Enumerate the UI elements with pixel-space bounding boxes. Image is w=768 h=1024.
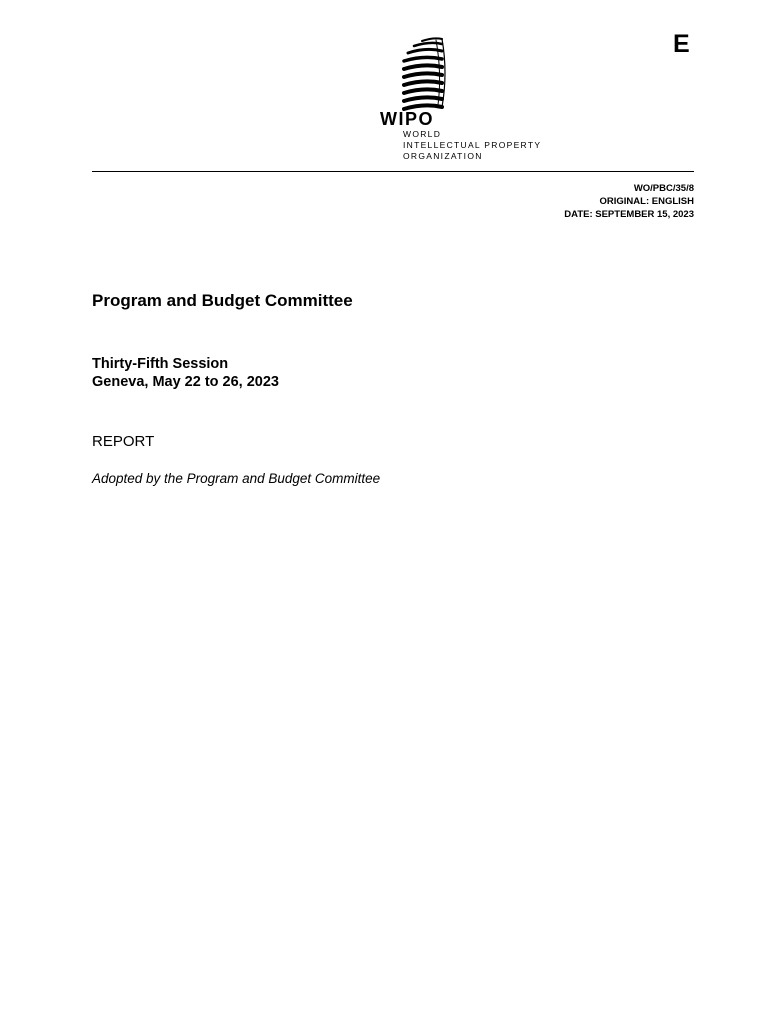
header-divider: [92, 171, 694, 172]
organization-name-line: ORGANIZATION: [403, 151, 483, 161]
wipo-logo: [380, 37, 580, 163]
organization-acronym: WIPO: [380, 109, 434, 129]
session-name: Thirty-Fifth Session: [92, 356, 229, 372]
organization-name: [403, 129, 541, 162]
wipo-logo-icon: [400, 37, 448, 111]
adoption-note: Adopted by the Program and Budget Committee: [92, 471, 381, 486]
organization-name-line: INTELLECTUAL PROPERTY: [403, 140, 542, 150]
session-venue-dates: Geneva, May 22 to 26, 2023: [92, 374, 279, 390]
organization-name-line: WORLD: [403, 129, 442, 139]
document-title: REPORT: [92, 433, 155, 450]
document-metadata: [564, 182, 694, 221]
language-code: E: [673, 30, 690, 58]
document-symbol: WO/PBC/35/8: [633, 183, 694, 194]
document-date: DATE: SEPTEMBER 15, 2023: [564, 209, 694, 220]
session-info: [92, 355, 279, 391]
original-language: ORIGINAL: ENGLISH: [599, 196, 694, 207]
committee-title: Program and Budget Committee: [92, 291, 353, 310]
